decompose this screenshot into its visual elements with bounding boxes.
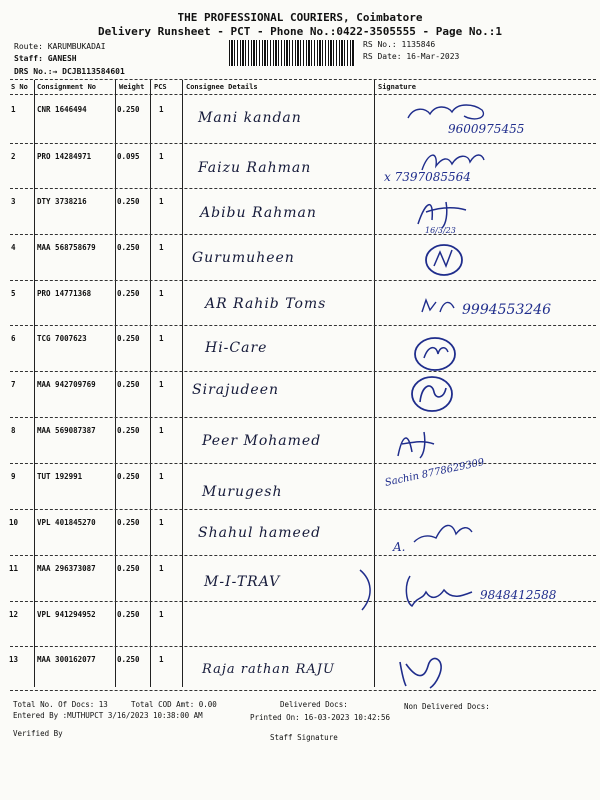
row-weight: 0.250 <box>117 564 140 573</box>
row-divider <box>10 325 596 326</box>
row-divider <box>10 463 596 464</box>
table-top-rule <box>10 79 596 80</box>
row-weight: 0.250 <box>117 380 140 389</box>
row-consignment: VPL 401845270 <box>37 518 96 527</box>
company-title: THE PROFESSIONAL COURIERS, Coimbatore <box>177 11 423 24</box>
row-sno: 10 <box>9 518 19 527</box>
row-divider <box>10 188 596 189</box>
row-consignment: MAA 568758679 <box>37 243 96 252</box>
row-weight: 0.250 <box>117 472 140 481</box>
row-weight: 0.250 <box>117 105 140 114</box>
row-consignment: MAA 569087387 <box>37 426 96 435</box>
row-divider <box>10 555 596 556</box>
row-divider <box>10 417 596 418</box>
row-consignee: Gurumuheen <box>192 250 295 266</box>
col-consignee-header: Consignee Details <box>186 83 258 91</box>
row-consignee: Murugesh <box>202 484 283 500</box>
row-signature: 9848412588 <box>480 588 557 602</box>
col-consignment-header: Consignment No <box>37 83 97 91</box>
runsheet-subtitle: Delivery Runsheet - PCT - Phone No.:0422-3505555 - Page No.:1 <box>98 25 502 38</box>
row-consignee: Abibu Rahman <box>200 205 317 221</box>
row-consignee: Mani kandan <box>198 110 302 126</box>
route-label: Route: KARUMBUKADAI <box>14 42 106 51</box>
row-pcs: 1 <box>159 564 164 573</box>
row-pcs: 1 <box>159 243 164 252</box>
rs-number: RS No.: 1135846 <box>363 40 436 49</box>
row-consignee: M-I-TRAV <box>204 574 281 590</box>
barcode <box>229 40 355 66</box>
row-consignment: VPL 941294952 <box>37 610 96 619</box>
staff-label: Staff: GANESH <box>14 54 77 63</box>
row-pcs: 1 <box>159 426 164 435</box>
signature-scribble <box>410 516 476 546</box>
row-sno: 5 <box>11 289 16 298</box>
table-bottom-rule <box>10 690 596 691</box>
col-divider <box>34 80 35 687</box>
row-signature: A. <box>393 540 406 554</box>
row-consignment: MAA 300162077 <box>37 655 96 664</box>
row-consignment: DTY 3738216 <box>37 197 87 206</box>
row-consignee: Sirajudeen <box>192 382 280 398</box>
header-bottom-rule <box>10 94 596 95</box>
col-sno-header: S No <box>11 83 28 91</box>
signature-scribble <box>418 148 488 178</box>
row-weight: 0.250 <box>117 655 140 664</box>
row-sno: 9 <box>11 472 16 481</box>
staff-signature: Staff Signature <box>270 733 338 742</box>
row-divider <box>10 143 596 144</box>
signature-scribble <box>396 650 448 690</box>
row-signature: Sachin 8778629309 <box>384 456 486 489</box>
signature-scribble <box>420 296 460 316</box>
signature-stamp <box>408 374 458 414</box>
row-sno: 3 <box>11 197 16 206</box>
row-pcs: 1 <box>159 334 164 343</box>
row-sno: 12 <box>9 610 19 619</box>
row-signature: 16/3/23 <box>425 226 456 235</box>
verified-by: Verified By <box>13 729 63 738</box>
row-pcs: 1 <box>159 105 164 114</box>
col-divider <box>115 80 116 687</box>
col-divider <box>182 80 183 687</box>
row-consignee: Hi-Care <box>205 340 268 356</box>
row-consignee: AR Rahib Toms <box>205 296 327 312</box>
row-consignee: Peer Mohamed <box>202 433 322 449</box>
row-pcs: 1 <box>159 610 164 619</box>
row-consignment: CNR 1646494 <box>37 105 87 114</box>
row-consignment: MAA 296373087 <box>37 564 96 573</box>
row-sno: 6 <box>11 334 16 343</box>
signature-stamp <box>410 334 460 374</box>
row-signature: 9600975455 <box>448 122 525 136</box>
row-consignment: PRO 14284971 <box>37 152 92 161</box>
row-signature: 9994553246 <box>462 302 552 318</box>
row-divider <box>10 280 596 281</box>
col-signature-header: Signature <box>378 83 416 91</box>
total-docs: Total No. Of Docs: 13 <box>13 700 108 709</box>
col-weight-header: Weight <box>119 83 145 91</box>
row-pcs: 1 <box>159 380 164 389</box>
row-divider <box>10 646 596 647</box>
signature-scribble <box>352 566 482 616</box>
row-pcs: 1 <box>159 152 164 161</box>
row-weight: 0.250 <box>117 243 140 252</box>
signature-scribble <box>412 196 472 230</box>
row-pcs: 1 <box>159 518 164 527</box>
row-sno: 11 <box>9 564 19 573</box>
non-delivered-docs: Non Delivered Docs: <box>404 702 490 711</box>
row-consignment: MAA 942709769 <box>37 380 96 389</box>
row-weight: 0.250 <box>117 518 140 527</box>
col-pcs-header: PCS <box>154 83 167 91</box>
row-weight: 0.095 <box>117 152 140 161</box>
row-pcs: 1 <box>159 472 164 481</box>
row-sno: 4 <box>11 243 16 252</box>
delivered-docs: Delivered Docs: <box>280 700 348 709</box>
row-weight: 0.250 <box>117 289 140 298</box>
row-sno: 7 <box>11 380 16 389</box>
row-divider <box>10 234 596 235</box>
row-weight: 0.250 <box>117 197 140 206</box>
row-sno: 13 <box>9 655 19 664</box>
signature-scribble <box>404 100 494 128</box>
row-consignment: TCG 7007623 <box>37 334 87 343</box>
total-cod: Total COD Amt: 0.00 <box>131 700 217 709</box>
row-divider <box>10 371 596 372</box>
drs-number: DRS No.:→ DCJB113584601 <box>14 67 125 76</box>
signature-stamp <box>422 238 470 280</box>
row-sno: 1 <box>11 105 16 114</box>
signature-scribble <box>394 426 438 460</box>
row-consignee: Shahul hameed <box>198 525 322 541</box>
entered-by: Entered By :MUTHUPCT 3/16/2023 10:38:00 AM <box>13 711 203 720</box>
row-consignment: PRO 14771368 <box>37 289 92 298</box>
row-weight: 0.250 <box>117 426 140 435</box>
row-signature: x 7397085564 <box>384 170 471 184</box>
row-consignee: Faizu Rahman <box>198 160 312 176</box>
row-divider <box>10 601 596 602</box>
row-sno: 8 <box>11 426 16 435</box>
row-divider <box>10 509 596 510</box>
row-sno: 2 <box>11 152 16 161</box>
rs-date: RS Date: 16-Mar-2023 <box>363 52 460 61</box>
row-pcs: 1 <box>159 197 164 206</box>
row-consignment: TUT 192991 <box>37 472 83 481</box>
row-pcs: 1 <box>159 289 164 298</box>
row-consignee: Raja rathan RAJU <box>202 662 335 677</box>
row-weight: 0.250 <box>117 334 140 343</box>
col-divider <box>150 80 151 687</box>
row-pcs: 1 <box>159 655 164 664</box>
printed-on: Printed On: 16-03-2023 10:42:56 <box>250 713 390 722</box>
row-weight: 0.250 <box>117 610 140 619</box>
